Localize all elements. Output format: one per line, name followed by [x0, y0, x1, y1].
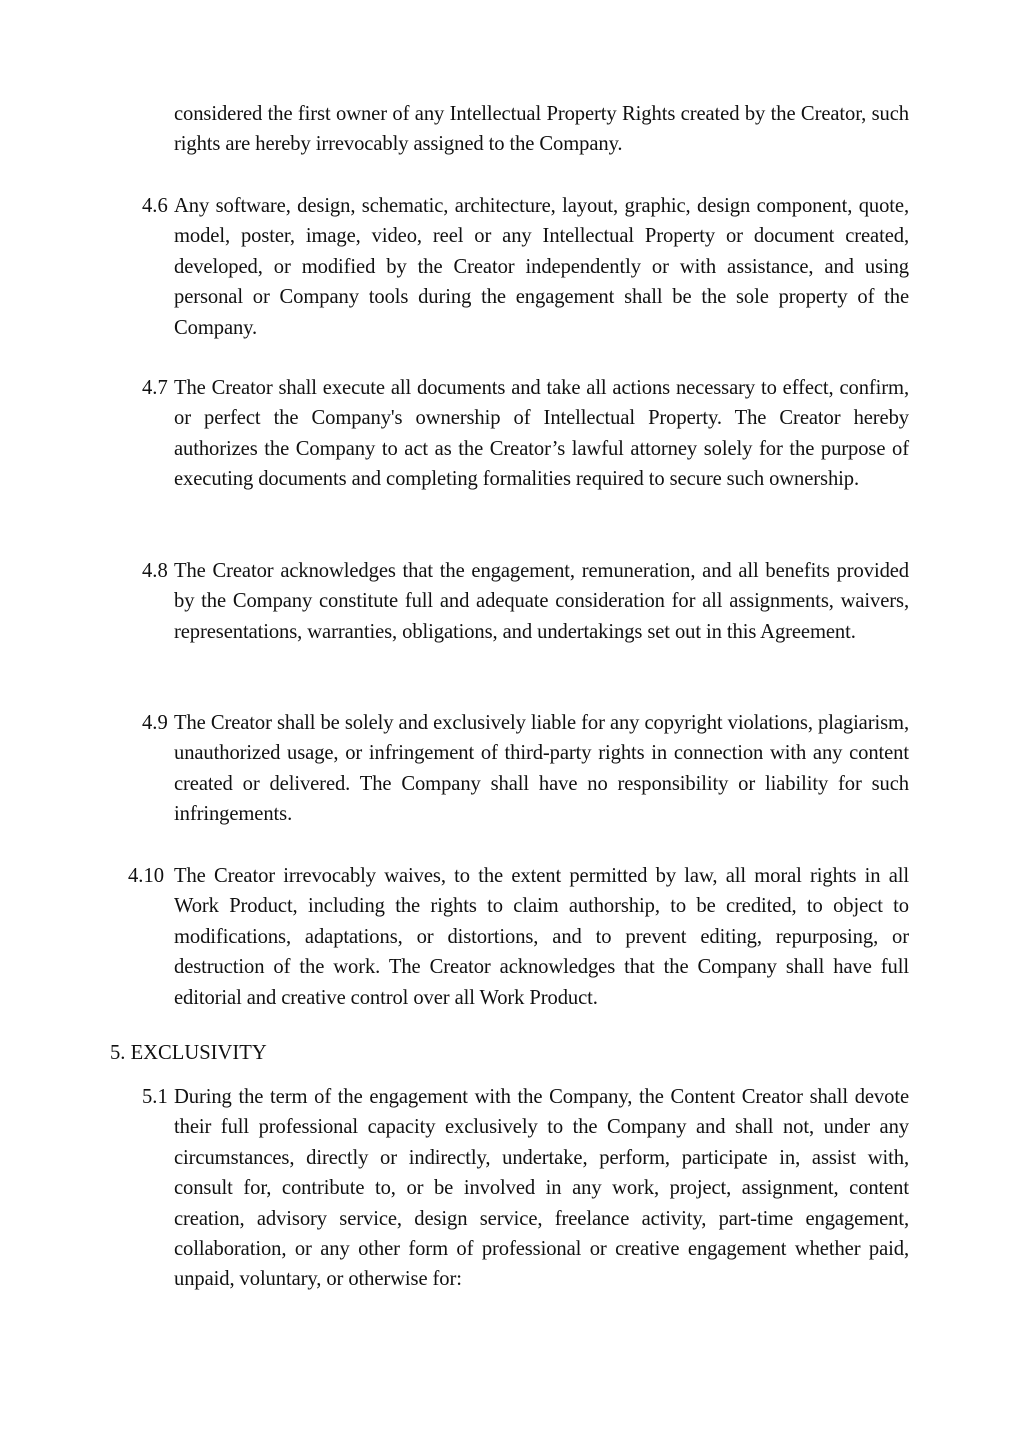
- continuation-paragraph: considered the first owner of any Intellectual Property Rights created by the Creator, such rights are hereby irrevocably assigned to the Company.: [174, 103, 909, 156]
- clause-number-4-7: 4.7: [142, 377, 168, 399]
- clause-text-4-9: The Creator shall be solely and exclusively liable for any copyright violations, plagiarism, unauthorized usage, or infringement of third-party rights in connection with any content created or delivered. The Company shall have no responsibility or liability for such infringements.: [174, 712, 909, 826]
- clause-number-4-8: 4.8: [142, 560, 168, 582]
- clause-text-5-1: During the term of the engagement with the Company, the Content Creator shall devote their full professional capacity exclusively to the Company and shall not, under any circumstances, directly or indirectly, undertake, perform, participate in, assist with, consult for, contribute to, or be involved in any work, project, assignment, content creation, advisory service, design service, freelance activity, part-time engagement, collaboration, or any other form of professional or creative engagement whether paid, unpaid, voluntary, or otherwise for:: [174, 1086, 909, 1291]
- clause-text-4-6: Any software, design, schematic, architecture, layout, graphic, design component, quote, model, poster, image, video, reel or any Intellectual Property or document created, developed, or modified by the Creator independently or with assistance, and using personal or Company tools during the engagement shall be the sole property of the Company.: [174, 195, 909, 339]
- clause-number-4-10: 4.10: [128, 865, 165, 887]
- clause-text-4-10: The Creator irrevocably waives, to the extent permitted by law, all moral rights in all Work Product, including the rights to claim authorship, to be credited, to object to modifications, adaptations, or distortions, and to prevent editing, repurposing, or destruction of the work. The Creator acknowledges that the Company shall have full editorial and creative control over all Work Product.: [174, 865, 909, 1009]
- clause-number-5-1: 5.1: [142, 1086, 168, 1108]
- clause-text-4-7: The Creator shall execute all documents and take all actions necessary to effect, confirm, or perfect the Company's ownership of Intellectual Property. The Creator hereby authorizes the Company to act as the Creator’s lawful attorney solely for the purpose of executing documents and completing formalities required to secure such ownership.: [174, 377, 909, 491]
- clause-text-4-8: The Creator acknowledges that the engagement, remuneration, and all benefits provided by the Company constitute full and adequate consideration for all assignments, waivers, representations, warranties, obligations, and undertakings set out in this Agreement.: [174, 560, 909, 643]
- section-heading-exclusivity: 5. EXCLUSIVITY: [110, 1042, 267, 1064]
- clause-number-4-9: 4.9: [142, 712, 168, 734]
- clause-number-4-6: 4.6: [142, 195, 168, 217]
